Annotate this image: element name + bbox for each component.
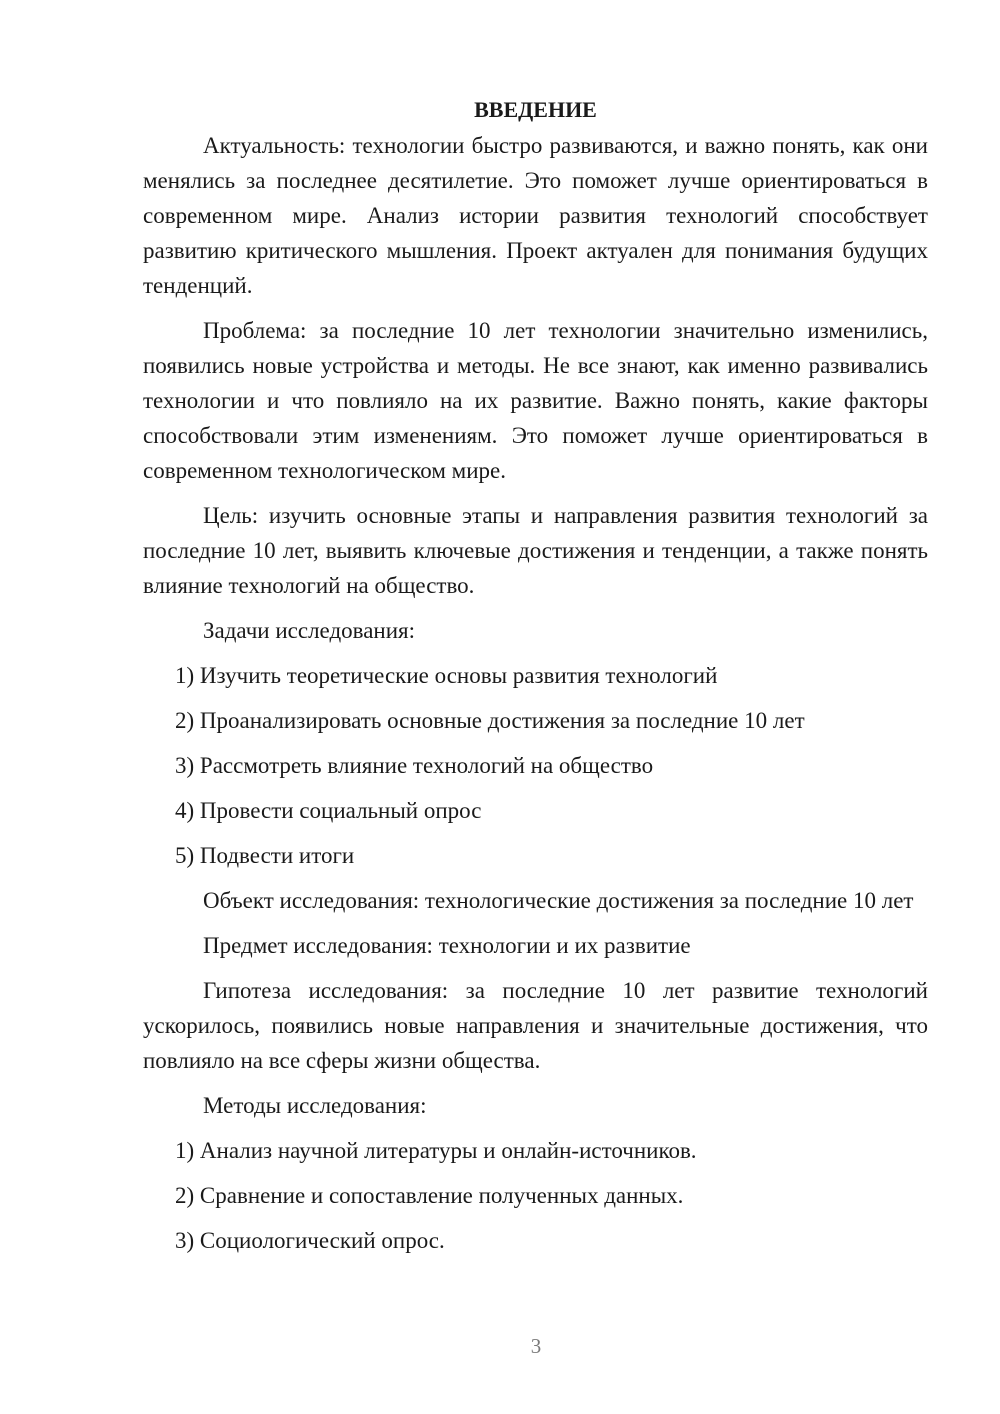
- goal-paragraph: Цель: изучить основные этапы и направления развития технологий за последние 10 лет, выявить ключевые достижения и тенденции, а также понять влияние технологий на общество.: [143, 503, 928, 598]
- list-item: 1) Изучить теоретические основы развития технологий: [175, 663, 718, 688]
- list-item: 3) Социологический опрос.: [175, 1228, 445, 1253]
- methods-list: [143, 1133, 928, 1258]
- page-content: [143, 92, 928, 1268]
- hypothesis-paragraph: Гипотеза исследования: за последние 10 лет развитие технологий ускорилось, появились новые направления и значительные достижения, что повлияло на все сферы жизни общества.: [143, 978, 928, 1073]
- section-title: ВВЕДЕНИЕ: [474, 97, 597, 122]
- object-paragraph: Объект исследования: технологические достижения за последние 10 лет: [203, 888, 914, 913]
- page-number: 3: [530, 1334, 542, 1358]
- list-item: 2) Проанализировать основные достижения за последние 10 лет: [175, 708, 805, 733]
- tasks-heading: Задачи исследования:: [203, 618, 416, 643]
- list-item: 3) Рассмотреть влияние технологий на общество: [175, 753, 654, 778]
- methods-heading: Методы исследования:: [203, 1093, 427, 1118]
- list-item: 1) Анализ научной литературы и онлайн-источников.: [175, 1138, 697, 1163]
- list-item: 5) Подвести итоги: [175, 843, 355, 868]
- tasks-list: [143, 658, 928, 873]
- list-item: 2) Сравнение и сопоставление полученных данных.: [175, 1183, 684, 1208]
- problem-paragraph: Проблема: за последние 10 лет технологии значительно изменились, появились новые устройства и методы. Не все знают, как именно развивались технологии и что повлияло на их развитие. Важно понять, какие факторы способствовали этим изменениям. Это поможет лучше ориентироваться в современном технологическом мире.: [143, 318, 928, 483]
- subject-paragraph: Предмет исследования: технологии и их развитие: [203, 933, 691, 958]
- list-item: 4) Провести социальный опрос: [175, 798, 482, 823]
- relevance-paragraph: Актуальность: технологии быстро развиваются, и важно понять, как они менялись за последнее десятилетие. Это поможет лучше ориентироваться в современном мире. Анализ истории развития технологий способствует развитию критического мышления. Проект актуален для понимания будущих тенденций.: [143, 133, 928, 298]
